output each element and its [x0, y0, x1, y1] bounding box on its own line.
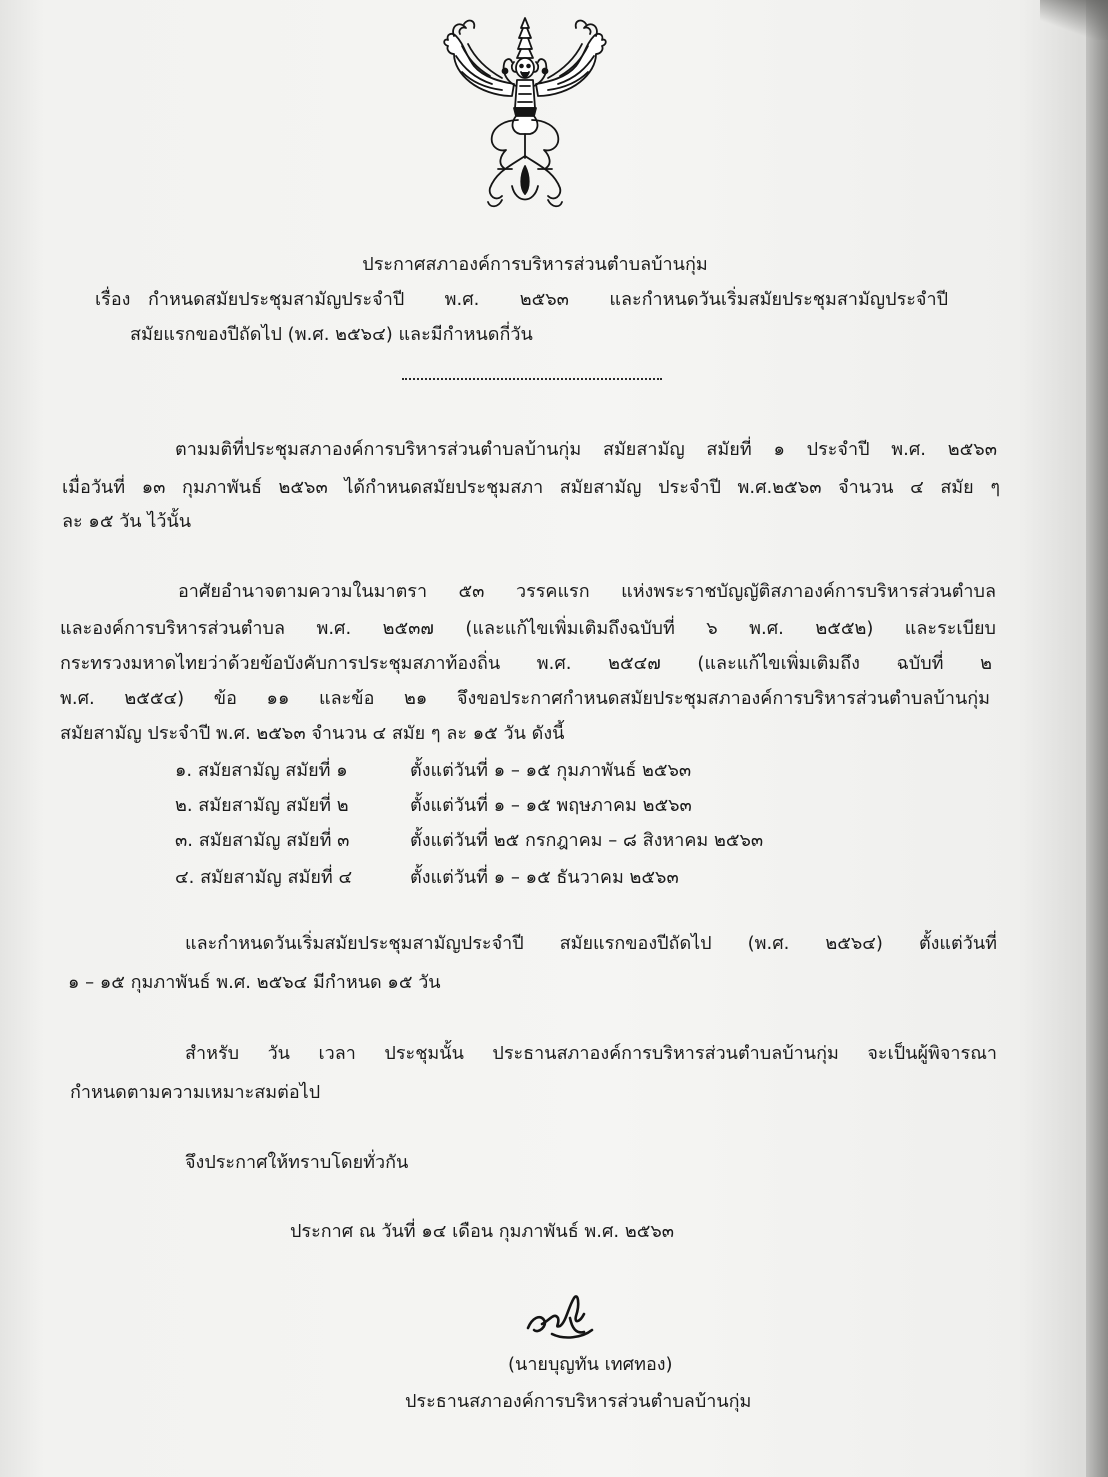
subject-line: กำหนดสมัยประชุมสามัญประจำปี พ.ศ. ๒๕๖๓ และกำหนดวันเริ่มสมัยประชุมสามัญประจำปี [148, 289, 948, 310]
left-wing [444, 21, 514, 96]
body-line: พ.ศ. ๒๕๕๔) ข้อ ๑๑ และข้อ ๒๑ จึงขอประกาศกำหนดสมัยประชุมสภาองค์การบริหารส่วนตำบลบ้านกุ่ม [60, 688, 990, 709]
body-line: และกำหนดวันเริ่มสมัยประชุมสามัญประจำปี สมัยแรกของปีถัดไป (พ.ศ. ๒๕๖๔) ตั้งแต่วันที่ [185, 933, 997, 954]
handwritten-signature [524, 1288, 609, 1346]
schedule-session: ๒. สมัยสามัญ สมัยที่ ๒ [175, 795, 349, 816]
schedule-session: ๑. สมัยสามัญ สมัยที่ ๑ [175, 760, 348, 781]
body-line: สำหรับ วัน เวลา ประชุมนั้น ประธานสภาองค์การบริหารส่วนตำบลบ้านกุ่ม จะเป็นผู้พิจารณา [185, 1043, 997, 1064]
body-line: และองค์การบริหารส่วนตำบล พ.ศ. ๒๕๓๗ (และแก้ไขเพิ่มเติมถึงฉบับที่ ๖ พ.ศ. ๒๕๕๒) และระเบียบ [60, 618, 996, 639]
announcement-title: ประกาศสภาองค์การบริหารส่วนตำบลบ้านกุ่ม [362, 254, 708, 275]
schedule-session: ๓. สมัยสามัญ สมัยที่ ๓ [175, 830, 350, 851]
schedule-session: ๔. สมัยสามัญ สมัยที่ ๔ [175, 867, 353, 888]
signatory-name: (นายบุญทัน เทศทอง) [508, 1354, 673, 1375]
body-line: อาศัยอำนาจตามความในมาตรา ๕๓ วรรคแรก แห่งพระราชบัญญัติสภาองค์การบริหารส่วนตำบล [178, 581, 996, 602]
subject-label: เรื่อง [95, 289, 131, 310]
closing-line: จึงประกาศให้ทราบโดยทั่วกัน [185, 1152, 409, 1173]
body-line: ตามมติที่ประชุมสภาองค์การบริหารส่วนตำบลบ้านกุ่ม สมัยสามัญ สมัยที่ ๑ ประจำปี พ.ศ. ๒๕๖๓ [175, 439, 997, 460]
schedule-period: ตั้งแต่วันที่ ๑ – ๑๕ กุมภาพันธ์ ๒๕๖๓ [410, 760, 692, 781]
schedule-period: ตั้งแต่วันที่ ๒๕ กรกฎาคม – ๘ สิงหาคม ๒๕๖๓ [410, 830, 764, 851]
signatory-position: ประธานสภาองค์การบริหารส่วนตำบลบ้านกุ่ม [405, 1391, 752, 1412]
garuda-emblem [440, 16, 610, 211]
body-line: กระทรวงมหาดไทยว่าด้วยข้อบังคับการประชุมสภาท้องถิ่น พ.ศ. ๒๕๔๗ (และแก้ไขเพิ่มเติมถึง ฉบับที่ ๒ [60, 653, 992, 674]
body-line: กำหนดตามความเหมาะสมต่อไป [70, 1082, 321, 1103]
schedule-period: ตั้งแต่วันที่ ๑ – ๑๕ พฤษภาคม ๒๕๖๓ [410, 795, 692, 816]
body-line: สมัยสามัญ ประจำปี พ.ศ. ๒๕๖๓ จำนวน ๔ สมัย ๆ ละ ๑๕ วัน ดังนี้ [60, 723, 565, 744]
subject-line: สมัยแรกของปีถัดไป (พ.ศ. ๒๕๖๔) และมีกำหนดกี่วัน [130, 324, 533, 345]
paper-edge-shadow [1086, 0, 1108, 1477]
corner-shadow [1040, 0, 1108, 40]
right-wing [536, 21, 606, 96]
body-line: ๑ – ๑๕ กุมภาพันธ์ พ.ศ. ๒๕๖๔ มีกำหนด ๑๕ วัน [68, 972, 441, 993]
announcement-date: ประกาศ ณ วันที่ ๑๔ เดือน กุมภาพันธ์ พ.ศ. ๒๕๖๓ [290, 1221, 675, 1242]
body-line: ละ ๑๕ วัน ไว้นั้น [62, 511, 192, 532]
body-line: เมื่อวันที่ ๑๓ กุมภาพันธ์ ๒๕๖๓ ได้กำหนดสมัยประชุมสภา สมัยสามัญ ประจำปี พ.ศ.๒๕๖๓ จำนวน ๔ สมัย ๆ [62, 477, 1000, 498]
dotted-divider [402, 378, 662, 380]
schedule-period: ตั้งแต่วันที่ ๑ – ๑๕ ธันวาคม ๒๕๖๓ [410, 867, 679, 888]
